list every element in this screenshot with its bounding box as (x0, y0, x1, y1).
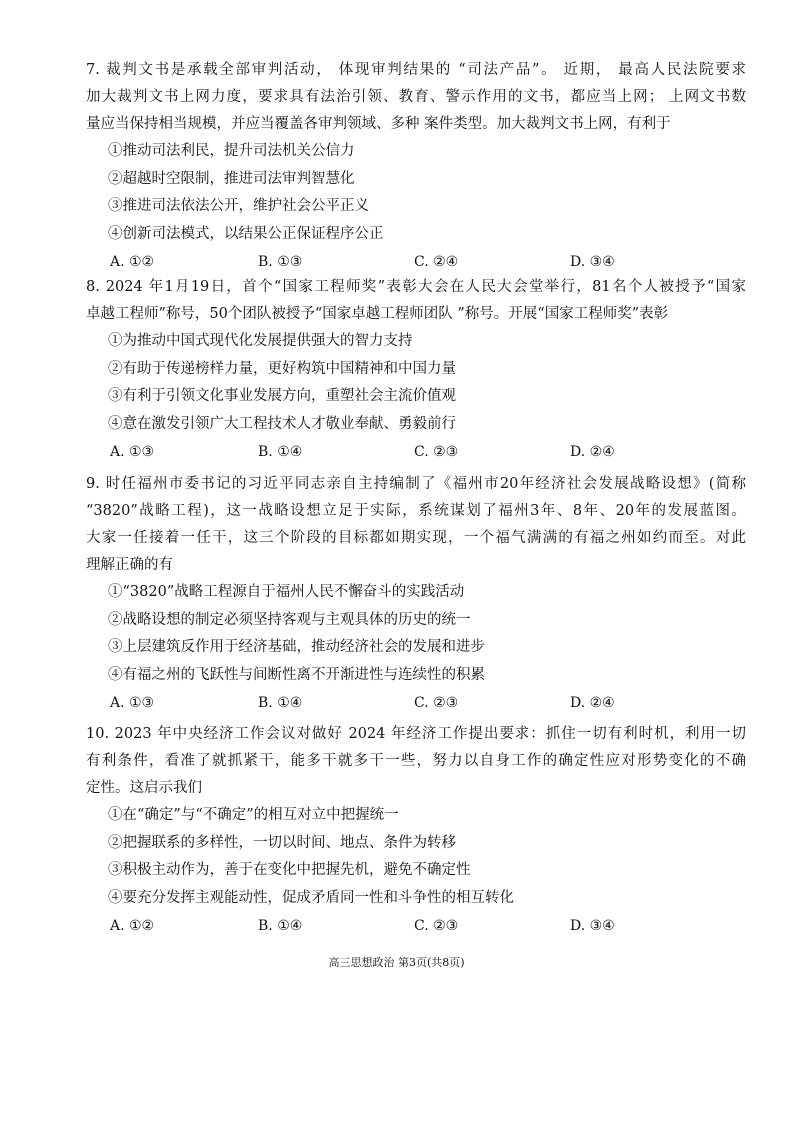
choice-d[interactable]: D. ②④ (570, 695, 615, 711)
choice-a[interactable]: A. ①③ (110, 444, 155, 460)
statement-item: ③有利于引领文化事业发展方向，重塑社会主流价值观 (108, 388, 456, 404)
choice-b[interactable]: B. ①④ (258, 444, 303, 460)
choice-d[interactable]: D. ③④ (570, 254, 615, 270)
choice-c[interactable]: C. ②③ (414, 695, 459, 711)
answer-choices (86, 689, 746, 717)
statement-item: ④要充分发挥主观能动性，促成矛盾同一性和斗争性的相互转化 (108, 889, 514, 906)
question-stem-line: 量应当保持相当规模，并应当覆盖各审判领域、多种 案件类型。加大裁判文书上网，有利于 (86, 116, 671, 132)
question-stem-line: 7. 裁判文书是承载全部审判活动， 体现审判结果的 “司法产品”。 近期， 最高人民法院要求 (86, 62, 746, 78)
question-9 (86, 471, 746, 717)
choice-c[interactable]: C. ②③ (414, 444, 459, 460)
question-stem-line: 8. 2024 年1月19日，首个“国家工程师奖”表彰大会在人民大会堂举行，81名个人被授予“国家 (86, 279, 746, 295)
statement-item: ②有助于传递榜样力量，更好构筑中国精神和中国力量 (108, 360, 456, 377)
statement-item: ①为推动中国式现代化发展提供强大的智力支持 (108, 333, 413, 349)
choice-a[interactable]: A. ①② (110, 254, 155, 270)
choice-d[interactable]: D. ②④ (570, 444, 615, 460)
statement-item: ③推进司法依法公开，维护社会公平正义 (108, 198, 369, 214)
choice-c[interactable]: C. ②④ (414, 254, 459, 270)
answer-choices (86, 912, 746, 940)
question-stem-line: “3820”战略工程)，这一战略设想立足于实际，系统谋划了福州3年、8年、20年的发展蓝图。 (86, 503, 746, 519)
statement-item: ①推动司法利民，提升司法机关公信力 (108, 143, 355, 159)
choice-a[interactable]: A. ①② (110, 918, 155, 934)
question-stem-line: 有利条件，看准了就抓紧干，能多干就多干一些，努力以自身工作的确定性应对形势变化的不确 (86, 753, 746, 769)
choice-c[interactable]: C. ②③ (414, 918, 459, 934)
choice-d[interactable]: D. ③④ (570, 918, 615, 934)
question-10 (86, 721, 746, 940)
choice-a[interactable]: A. ①③ (110, 695, 155, 711)
statement-item: ①“3820”战略工程源自于福州人民不懈奋斗的实践活动 (108, 584, 465, 600)
question-stem-line: 加大裁判文书上网力度，要求具有法治引领、教育、警示作用的文书，都应当上网； 上网文书数 (86, 89, 746, 105)
question-8 (86, 274, 746, 466)
statement-item: ②把握联系的多样性，一切以时间、地点、条件为转移 (108, 834, 456, 851)
statement-item: ③上层建筑反作用于经济基础，推动经济社会的发展和进步 (108, 639, 485, 655)
question-stem-line: 9. 时任福州市委书记的习近平同志亲自主持编制了《福州市20年经济社会发展战略设想》(简称 (86, 476, 746, 492)
statement-item: ③积极主动作为，善于在变化中把握先机，避免不确定性 (108, 862, 471, 878)
question-7 (86, 57, 746, 276)
question-stem-line: 卓越工程师”称号，50个团队被授予“国家卓越工程师团队 ”称号。开展“国家工程师奖”表彰 (86, 306, 669, 322)
statement-item: ④意在激发引领广大工程技术人才敬业奉献、勇毅前行 (108, 415, 456, 432)
question-stem-line: 大家一任接着一任干，这三个阶段的目标都如期实现，一个福气满满的有福之州如约而至。对此 (86, 530, 746, 546)
question-stem-line: 理解正确的有 (86, 557, 173, 573)
choice-b[interactable]: B. ①④ (258, 695, 303, 711)
answer-choices (86, 438, 746, 466)
question-stem-line: 定性。这启示我们 (86, 780, 202, 796)
choice-b[interactable]: B. ①③ (258, 254, 303, 270)
page-footer: 高三思想政治 第3页(共8页) (328, 956, 465, 969)
choice-b[interactable]: B. ①④ (258, 918, 303, 934)
statement-item: ②战略设想的制定必须坚持客观与主观具体的历史的统一 (108, 611, 471, 628)
statement-item: ①在“确定”与“不确定”的相互对立中把握统一 (108, 807, 399, 823)
statement-item: ④创新司法模式，以结果公正保证程序公正 (108, 225, 384, 242)
statement-item: ④有福之州的飞跃性与间断性离不开渐进性与连续性的积累 (108, 666, 485, 683)
question-stem-line: 10. 2023 年中央经济工作会议对做好 2024 年经济工作提出要求：抓住一切有利时机，利用一切 (86, 726, 746, 742)
statement-item: ②超越时空限制，推进司法审判智慧化 (108, 170, 355, 187)
answer-choices (86, 248, 746, 276)
